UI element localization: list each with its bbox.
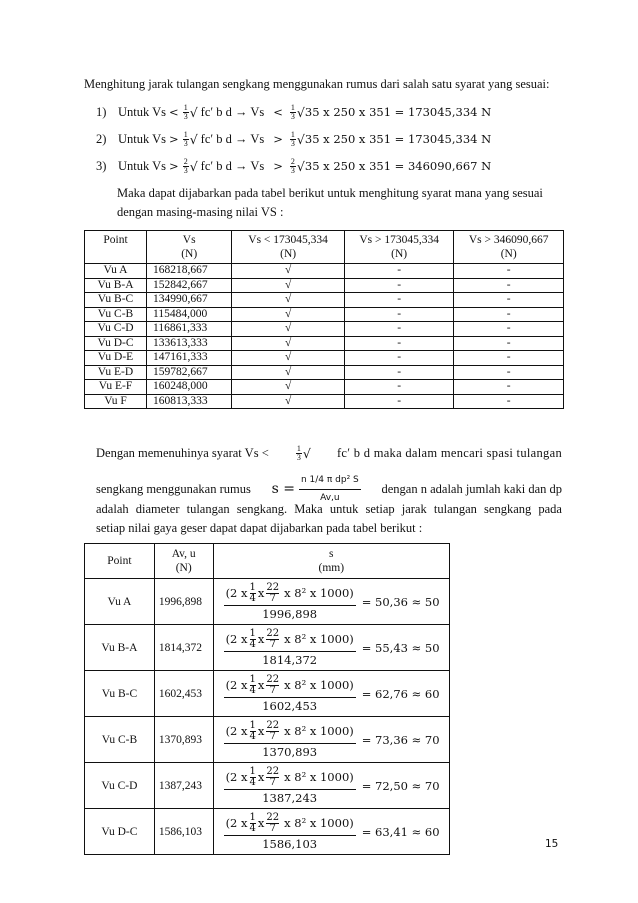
equation-result: = 72,50 ≈ 70 — [361, 778, 440, 793]
equation-numerator: (2 x 1 4 x 22 7 x 8² x 1000) — [225, 811, 354, 834]
condition-result: 35 x 250 x 351 = 173045,334 N — [304, 105, 492, 119]
av-value-cell: 1602,453 — [154, 671, 213, 717]
condition-line — [96, 131, 491, 148]
point-cell: Vu A — [85, 264, 147, 279]
para2-line2: sengkang menggunakan rumus s = $\frac{\text{n 1/4 π dp² S}}{Av,u}$ dengan n adalah jumlah kaki dan dp — [96, 473, 562, 506]
table-row — [85, 579, 450, 625]
fraction-quarter: 1 4 — [249, 627, 256, 650]
relation-symbol: > — [273, 132, 283, 146]
column-header: Vs (N) — [147, 231, 232, 264]
equation-denominator: 1814,372 — [262, 652, 318, 667]
spacing-calc-cell — [213, 717, 449, 763]
vs-value-cell: 133613,333 — [147, 336, 232, 351]
sqrt-symbol: √ — [296, 132, 305, 147]
table-row — [85, 322, 564, 337]
spacing-table — [84, 543, 450, 855]
sqrt-symbol: √ — [296, 159, 305, 174]
condition-result: 35 x 250 x 351 = 173045,334 N — [304, 132, 492, 146]
spacing-equation — [214, 583, 449, 621]
fraction-pi: 22 7 — [266, 811, 280, 834]
vs-value-cell: 168218,667 — [147, 264, 232, 279]
table-row — [85, 307, 564, 322]
point-cell: Vu A — [85, 579, 155, 625]
vs-value-cell: 115484,000 — [147, 307, 232, 322]
condition-number: 2) — [96, 132, 107, 146]
point-cell: Vu C-B — [85, 717, 155, 763]
point-cell: Vu F — [85, 394, 147, 409]
spacing-equation — [214, 767, 449, 805]
av-value-cell: 1370,893 — [154, 717, 213, 763]
condition-check-cell: - — [344, 351, 454, 366]
para2-line1: Dengan memenuhinya syarat Vs < $\frac{1}{3}$ √ fc′ b d maka dalam mencari spasi tulangan — [96, 444, 562, 462]
condition-check-cell: - — [344, 365, 454, 380]
page-number: 15 — [545, 838, 559, 850]
condition-check-cell: √ — [232, 264, 344, 279]
equation-denominator: 1586,103 — [262, 836, 318, 851]
equation-numerator: (2 x 1 4 x 22 7 x 8² x 1000) — [225, 719, 354, 742]
relation-symbol: < — [273, 105, 283, 119]
table-row — [85, 365, 564, 380]
column-header: Vs < 173045,334 (N) — [232, 231, 344, 264]
point-cell: Vu B-A — [85, 278, 147, 293]
condition-prefix: Untuk Vs — [118, 159, 167, 173]
sqrt-symbol: √ — [302, 446, 311, 461]
condition-check-cell: - — [344, 293, 454, 308]
condition-check-cell: √ — [232, 322, 344, 337]
condition-check-cell: √ — [232, 365, 344, 380]
vs-value-cell: 160813,333 — [147, 394, 232, 409]
av-value-cell: 1996,898 — [154, 579, 213, 625]
condition-check-cell: - — [454, 307, 564, 322]
column-header: Vs > 346090,667 (N) — [454, 231, 564, 264]
fraction: $\frac{1}{3}$ — [183, 130, 188, 148]
vs-value-cell: 116861,333 — [147, 322, 232, 337]
equation-fraction — [224, 583, 356, 621]
condition-number: 1) — [96, 105, 107, 119]
point-cell: Vu B-C — [85, 671, 155, 717]
relation-symbol: > — [169, 132, 179, 146]
fraction: $\frac{1}{3}$ — [183, 103, 188, 121]
fraction-quarter: 1 4 — [249, 765, 256, 788]
table-row — [85, 293, 564, 308]
equation-numerator: (2 x 1 4 x 22 7 x 8² x 1000) — [225, 627, 354, 650]
relation-symbol: < — [169, 105, 179, 119]
column-header: Vs > 173045,334 (N) — [344, 231, 454, 264]
vs-value-cell: 134990,667 — [147, 293, 232, 308]
table-row — [85, 351, 564, 366]
equation-numerator: (2 x 1 4 x 22 7 x 8² x 1000) — [225, 581, 354, 604]
fraction-pi: 22 7 — [266, 765, 280, 788]
equation-fraction — [224, 813, 356, 851]
condition-check-cell: √ — [232, 307, 344, 322]
vs-value-cell: 160248,000 — [147, 380, 232, 395]
point-cell: Vu C-B — [85, 307, 147, 322]
equation-denominator: 1387,243 — [262, 790, 318, 805]
sqrt-symbol: √ — [189, 159, 198, 174]
condition-check-cell: √ — [232, 394, 344, 409]
condition-check-cell: - — [344, 278, 454, 293]
condition-check-cell: - — [454, 336, 564, 351]
equation-fraction — [224, 721, 356, 759]
fraction-quarter: 1 4 — [249, 581, 256, 604]
table-header-row — [85, 544, 450, 579]
table-row — [85, 809, 450, 855]
spacing-equation — [214, 721, 449, 759]
column-header: Av, u (N) — [154, 544, 213, 579]
condition-check-cell: √ — [232, 278, 344, 293]
condition-check-cell: √ — [232, 336, 344, 351]
fraction: $\frac{2}{3}$ — [290, 157, 295, 175]
table-row — [85, 336, 564, 351]
table-row — [85, 717, 450, 763]
condition-result: 35 x 250 x 351 = 346090,667 N — [304, 159, 492, 173]
point-cell: Vu C-D — [85, 322, 147, 337]
condition-check-cell: - — [454, 278, 564, 293]
equation-result: = 55,43 ≈ 50 — [361, 640, 440, 655]
fraction-quarter: 1 4 — [249, 811, 256, 834]
vs-value-cell: 147161,333 — [147, 351, 232, 366]
para1-line1: Maka dapat dijabarkan pada tabel berikut untuk menghitung syarat mana yang sesuai — [117, 186, 543, 200]
equation-fraction — [224, 767, 356, 805]
point-cell: Vu D-E — [85, 351, 147, 366]
fraction-one-third: $\frac{1}{3}$ — [296, 444, 301, 462]
condition-check-cell: - — [454, 394, 564, 409]
condition-check-cell: - — [454, 351, 564, 366]
condition-number: 3) — [96, 159, 107, 173]
point-cell: Vu D-C — [85, 809, 155, 855]
condition-check-cell: √ — [232, 380, 344, 395]
condition-check-cell: - — [454, 322, 564, 337]
vs-condition-table — [84, 230, 564, 409]
para2-line3: adalah diameter tulangan sengkang. Maka untuk setiap jarak tulangan sengkang pada — [96, 502, 562, 516]
spacing-calc-cell — [213, 579, 449, 625]
table-row — [85, 625, 450, 671]
equation-result: = 50,36 ≈ 50 — [361, 594, 440, 609]
point-cell: Vu D-C — [85, 336, 147, 351]
av-value-cell: 1387,243 — [154, 763, 213, 809]
table-row — [85, 264, 564, 279]
condition-mid: fc′ b d → Vs — [200, 159, 265, 173]
condition-check-cell: - — [344, 394, 454, 409]
equation-denominator: 1370,893 — [262, 744, 318, 759]
spacing-equation — [214, 629, 449, 667]
spacing-calc-cell — [213, 671, 449, 717]
table-row — [85, 394, 564, 409]
equation-numerator: (2 x 1 4 x 22 7 x 8² x 1000) — [225, 673, 354, 696]
condition-check-cell: - — [344, 380, 454, 395]
spacing-calc-cell — [213, 763, 449, 809]
condition-line — [96, 104, 491, 121]
condition-prefix: Untuk Vs — [118, 132, 167, 146]
vs-value-cell: 152842,667 — [147, 278, 232, 293]
condition-prefix: Untuk Vs — [118, 105, 167, 119]
fraction-pi: 22 7 — [266, 627, 280, 650]
equation-result: = 63,41 ≈ 60 — [361, 824, 440, 839]
relation-symbol: > — [273, 159, 283, 173]
equation-denominator: 1602,453 — [262, 698, 318, 713]
spacing-calc-cell — [213, 625, 449, 671]
equation-fraction — [224, 675, 356, 713]
para2-line4: setiap nilai gaya geser dapat dapat dijabarkan pada tabel berikut : — [96, 521, 423, 535]
equation-fraction — [224, 629, 356, 667]
fraction-pi: 22 7 — [266, 673, 280, 696]
condition-check-cell: - — [454, 293, 564, 308]
table-row — [85, 380, 564, 395]
av-value-cell: 1814,372 — [154, 625, 213, 671]
sqrt-symbol: √ — [189, 105, 198, 120]
point-cell: Vu E-F — [85, 380, 147, 395]
condition-check-cell: - — [454, 365, 564, 380]
fraction-quarter: 1 4 — [249, 673, 256, 696]
fraction-pi: 22 7 — [266, 719, 280, 742]
point-cell: Vu B-A — [85, 625, 155, 671]
point-cell: Vu B-C — [85, 293, 147, 308]
condition-check-cell: - — [454, 380, 564, 395]
condition-check-cell: √ — [232, 351, 344, 366]
fraction: $\frac{1}{3}$ — [290, 103, 295, 121]
sqrt-symbol: √ — [296, 105, 305, 120]
fraction: $\frac{2}{3}$ — [183, 157, 188, 175]
table-header-row — [85, 231, 564, 264]
point-cell: Vu C-D — [85, 763, 155, 809]
condition-check-cell: - — [344, 322, 454, 337]
para1-line2: dengan masing-masing nilai VS : — [117, 205, 284, 219]
equation-denominator: 1996,898 — [262, 606, 318, 621]
equation-result: = 73,36 ≈ 70 — [361, 732, 440, 747]
condition-check-cell: - — [344, 336, 454, 351]
table-row — [85, 671, 450, 717]
condition-check-cell: - — [454, 264, 564, 279]
condition-mid: fc′ b d → Vs — [200, 132, 265, 146]
sqrt-symbol: √ — [189, 132, 198, 147]
fraction: $\frac{1}{3}$ — [290, 130, 295, 148]
condition-check-cell: √ — [232, 293, 344, 308]
spacing-calc-cell — [213, 809, 449, 855]
fraction-pi: 22 7 — [266, 581, 280, 604]
column-header: s (mm) — [213, 544, 449, 579]
equation-result: = 62,76 ≈ 60 — [361, 686, 440, 701]
column-header: Point — [85, 544, 155, 579]
table-row — [85, 278, 564, 293]
spacing-formula: s = $\frac{\text{n 1/4 π dp² S}}{Av,u}$ — [271, 475, 359, 503]
condition-check-cell: - — [344, 264, 454, 279]
intro-text: Menghitung jarak tulangan sengkang menggunakan rumus dari salah satu syarat yang sesuai: — [84, 77, 550, 91]
condition-mid: fc′ b d → Vs — [200, 105, 265, 119]
column-header: Point — [85, 231, 147, 264]
equation-numerator: (2 x 1 4 x 22 7 x 8² x 1000) — [225, 765, 354, 788]
relation-symbol: > — [169, 159, 179, 173]
table-row — [85, 763, 450, 809]
point-cell: Vu E-D — [85, 365, 147, 380]
av-value-cell: 1586,103 — [154, 809, 213, 855]
condition-check-cell: - — [344, 307, 454, 322]
vs-value-cell: 159782,667 — [147, 365, 232, 380]
spacing-equation — [214, 675, 449, 713]
spacing-equation — [214, 813, 449, 851]
condition-line — [96, 158, 491, 175]
fraction-quarter: 1 4 — [249, 719, 256, 742]
